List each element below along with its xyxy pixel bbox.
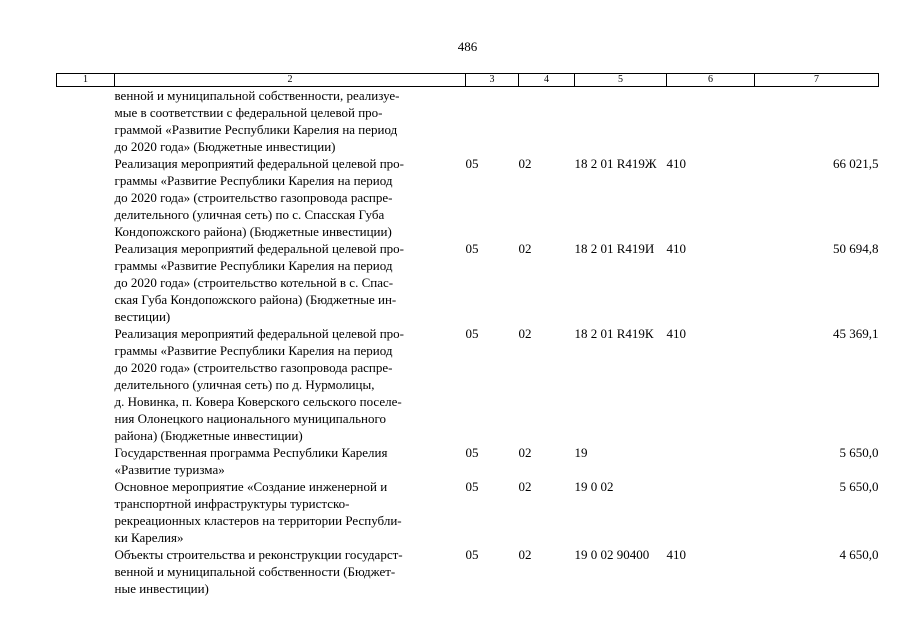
table-row	[57, 87, 879, 156]
description-line: ки Карелия»	[114, 530, 184, 545]
description-line: ные инвестиции)	[114, 581, 209, 596]
target-item-code: 19 0 02	[574, 479, 614, 494]
description-line: граммы «Развитие Республики Карелия на период	[114, 343, 393, 358]
section-code: 05	[465, 156, 479, 171]
target-item-code: 18 2 01 R419И	[574, 241, 655, 256]
subsection-code: 02	[518, 156, 532, 171]
expense-type-code: 410	[666, 156, 686, 171]
expense-type-code: 410	[666, 326, 686, 341]
cell-col-1	[57, 155, 115, 240]
subsection-code: 02	[518, 479, 532, 494]
description-line: граммой «Развитие Республики Карелия на период	[114, 122, 398, 137]
table-row	[57, 546, 879, 597]
budget-table	[56, 73, 879, 597]
amount: 66 021,5	[833, 156, 879, 171]
header-row	[57, 74, 879, 87]
description-line: рекреационных кластеров на территории Республи-	[114, 513, 402, 528]
description-line: до 2020 года» (строительство газопровода распре-	[114, 190, 393, 205]
amount: 5 650,0	[839, 445, 879, 460]
amount: 4 650,0	[839, 547, 879, 562]
row-description	[115, 87, 466, 156]
cell-col-1	[57, 478, 115, 546]
expense-type-code	[667, 444, 755, 478]
page-number: 486	[457, 39, 478, 54]
description-line: д. Новинка, п. Ковера Коверского сельского поселе-	[114, 394, 402, 409]
amount: 50 694,8	[833, 241, 879, 256]
description-line: ская Губа Кондопожского района) (Бюджетные ин-	[114, 292, 397, 307]
section-code: 05	[465, 479, 479, 494]
target-item-code: 19 0 02 90400	[574, 547, 650, 562]
header-col-3: 3	[466, 74, 519, 87]
section-code: 05	[465, 547, 479, 562]
row-description	[115, 478, 466, 546]
description-line: ния Олонецкого национального муниципального	[114, 411, 387, 426]
description-line: транспортной инфраструктуры туристско-	[114, 496, 350, 511]
section-code: 05	[465, 241, 479, 256]
row-description	[115, 444, 466, 478]
table-body	[57, 87, 879, 598]
section-code: 05	[465, 445, 479, 460]
expense-type-code: 410	[666, 547, 686, 562]
description-line: Реализация мероприятий федеральной целевой про-	[114, 241, 404, 256]
description-line: до 2020 года» (Бюджетные инвестиции)	[114, 139, 336, 154]
description-line: Основное мероприятие «Создание инженерной и	[114, 479, 388, 494]
description-line: делительного (уличная сеть) по с. Спасская Губа	[114, 207, 385, 222]
description-line: венной и муниципальной собственности (Бюджет-	[114, 564, 396, 579]
row-description	[115, 325, 466, 444]
header-col-1: 1	[57, 74, 115, 87]
description-line: «Развитие туризма»	[114, 462, 225, 477]
section-code: 05	[465, 326, 479, 341]
table-row	[57, 240, 879, 325]
table-header	[57, 74, 879, 87]
subsection-code: 02	[518, 445, 532, 460]
cell-col-1	[57, 546, 115, 597]
description-line: мые в соответствии с федеральной целевой про-	[114, 105, 383, 120]
expense-type-code	[667, 87, 755, 156]
description-line: Реализация мероприятий федеральной целевой про-	[114, 326, 404, 341]
subsection-code: 02	[518, 547, 532, 562]
target-item-code	[575, 87, 667, 156]
header-col-6: 6	[667, 74, 755, 87]
table-row	[57, 478, 879, 546]
subsection-code: 02	[518, 326, 532, 341]
description-line: Государственная программа Республики Карелия	[114, 445, 388, 460]
amount: 5 650,0	[839, 479, 879, 494]
description-line: до 2020 года» (строительство котельной в с. Спас-	[114, 275, 394, 290]
table-row	[57, 444, 879, 478]
target-item-code: 18 2 01 R419Ж	[574, 156, 657, 171]
description-line: до 2020 года» (строительство газопровода распре-	[114, 360, 393, 375]
row-description	[115, 155, 466, 240]
section-code	[466, 87, 519, 156]
description-line: делительного (уличная сеть) по д. Нурмолицы,	[114, 377, 375, 392]
target-item-code: 19	[574, 445, 588, 460]
row-description	[115, 240, 466, 325]
header-col-5: 5	[575, 74, 667, 87]
row-description	[115, 546, 466, 597]
description-line: граммы «Развитие Республики Карелия на период	[114, 258, 393, 273]
header-col-7: 7	[755, 74, 879, 87]
amount: 45 369,1	[833, 326, 879, 341]
description-line: Реализация мероприятий федеральной целевой про-	[114, 156, 404, 171]
cell-col-1	[57, 240, 115, 325]
subsection-code	[519, 87, 575, 156]
expense-type-code	[667, 478, 755, 546]
table-row	[57, 325, 879, 444]
description-line: района) (Бюджетные инвестиции)	[114, 428, 303, 443]
description-line: вестиции)	[114, 309, 171, 324]
cell-col-1	[57, 87, 115, 156]
amount	[755, 87, 879, 156]
description-line: граммы «Развитие Республики Карелия на период	[114, 173, 393, 188]
description-line: Объекты строительства и реконструкции государст-	[114, 547, 403, 562]
subsection-code: 02	[518, 241, 532, 256]
expense-type-code: 410	[666, 241, 686, 256]
table-row	[57, 155, 879, 240]
header-col-2: 2	[115, 74, 466, 87]
header-col-4: 4	[519, 74, 575, 87]
description-line: Кондопожского района) (Бюджетные инвестиции)	[114, 224, 392, 239]
description-line: венной и муниципальной собственности, реализуе-	[114, 88, 400, 103]
cell-col-1	[57, 444, 115, 478]
cell-col-1	[57, 325, 115, 444]
target-item-code: 18 2 01 R419К	[574, 326, 654, 341]
